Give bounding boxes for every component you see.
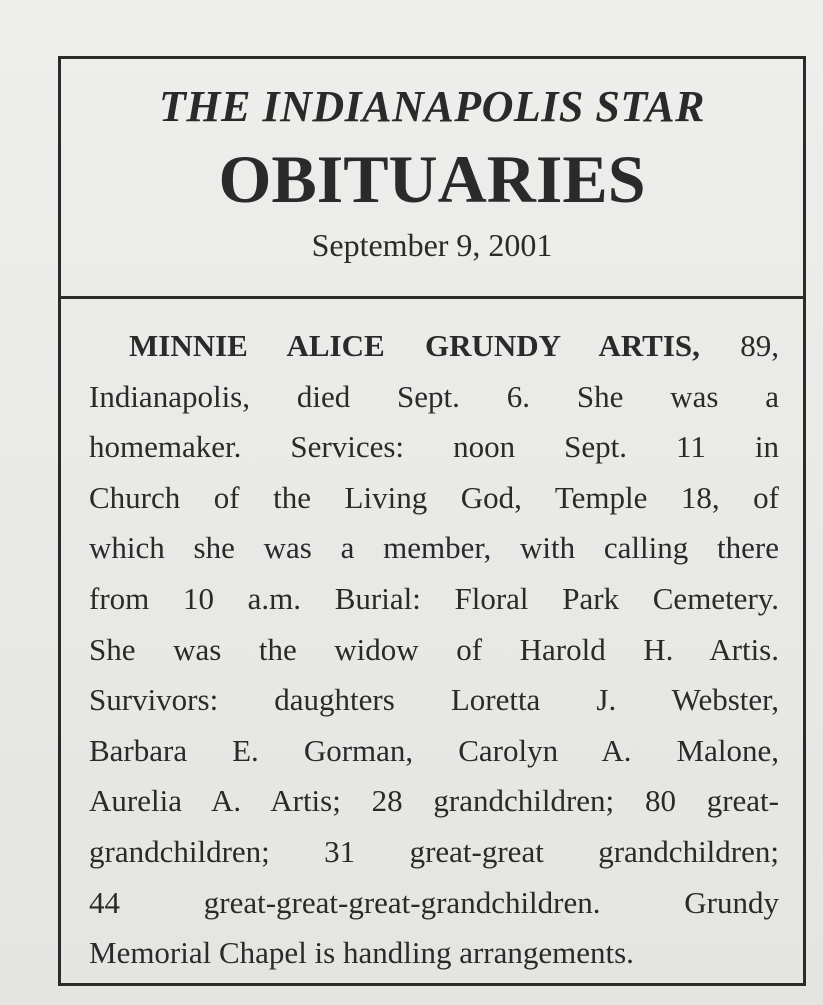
- obituary-text: [89, 321, 779, 979]
- obituary-line-1: MINNIE ALICE GRUNDY ARTIS, 89,: [129, 328, 779, 363]
- obituary-line-13: Memorial Chapel is handling arrangements.: [89, 935, 634, 971]
- deceased-name: MINNIE ALICE GRUNDY ARTIS,: [129, 328, 700, 363]
- publication-date: September 9, 2001: [311, 227, 553, 263]
- obituary-line-7: She was the widow of Harold H. Artis.: [89, 631, 779, 667]
- obituary-line-2: Indianapolis, died Sept. 6. She was a: [89, 378, 779, 414]
- newspaper-name: THE INDIANAPOLIS STAR: [159, 82, 705, 131]
- obituary-line-8: Survivors: daughters Loretta J. Webster,: [89, 682, 779, 718]
- obituary-line-9: Barbara E. Gorman, Carolyn A. Malone,: [89, 732, 779, 768]
- obituary-line-6: from 10 a.m. Burial: Floral Park Cemetery.: [89, 580, 779, 616]
- obituary-line-3: homemaker. Services: noon Sept. 11 in: [89, 429, 779, 465]
- masthead: [61, 59, 803, 299]
- obituary-line-11: grandchildren; 31 great-great grandchildren;: [89, 833, 779, 869]
- obituary-line-10: Aurelia A. Artis; 28 grandchildren; 80 great-: [89, 783, 779, 819]
- obituary-line-5: which she was a member, with calling there: [89, 530, 779, 566]
- obituary-frame: [58, 56, 806, 986]
- obituary-line-4: Church of the Living God, Temple 18, of: [89, 479, 779, 515]
- section-title: OBITUARIES: [218, 141, 646, 217]
- obituary-line-12: 44 great-great-great-grandchildren. Grundy: [89, 884, 779, 920]
